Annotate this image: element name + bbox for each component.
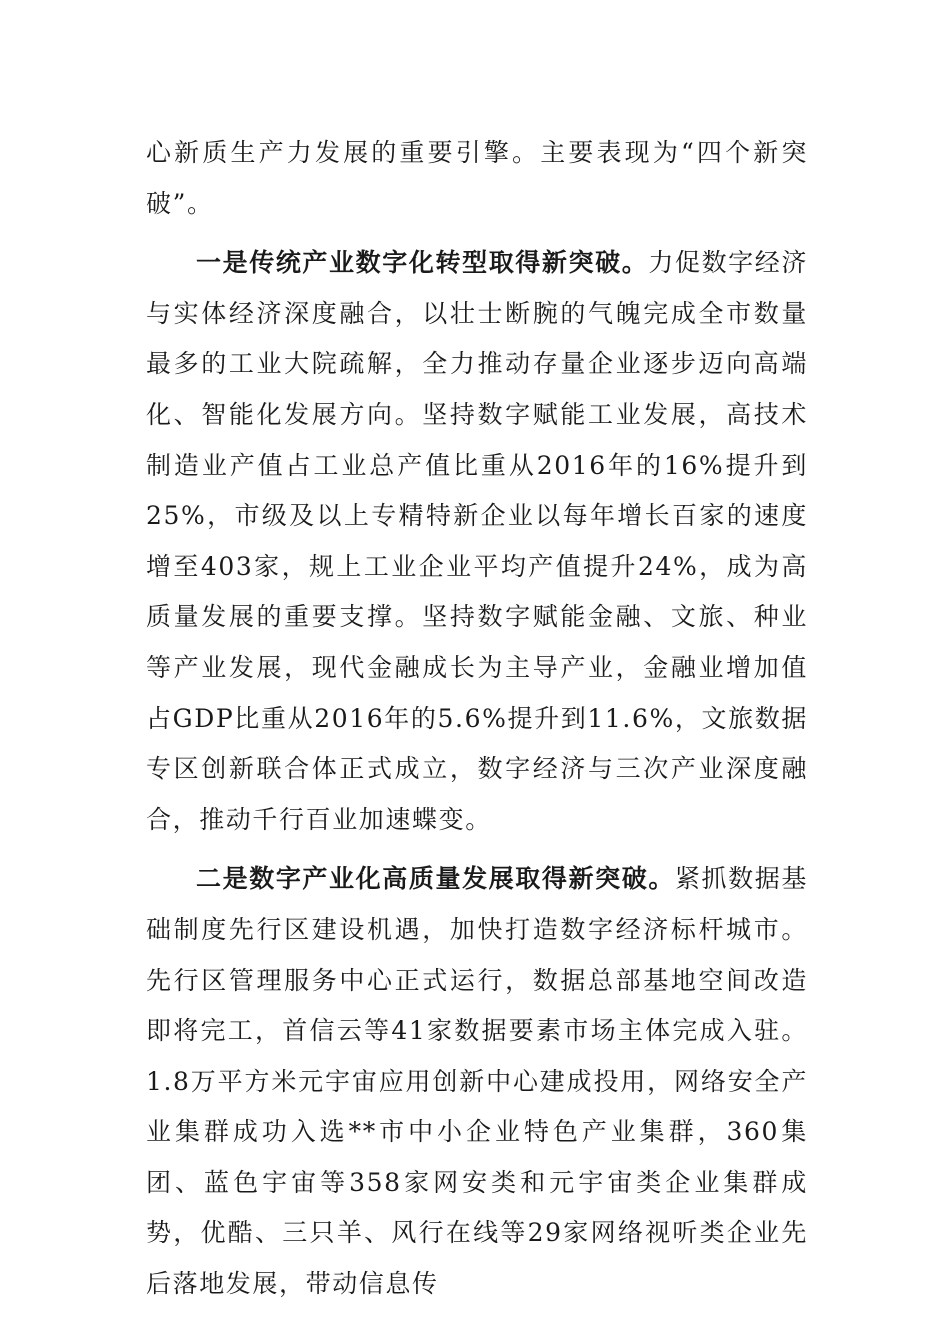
- paragraph-text: 力促数字经济与实体经济深度融合，以壮士断腕的气魄完成全市数量最多的工业大院疏解，全力推动存量企业逐步迈向高端化、智能化发展方向。坚持数字赋能工业发展，高技术制造业产值占工业总产值比重从2016年的16%提升到25%，市级及以上专精特新企业以每年增长百家的速度增至403家，规上工业企业平均产值提升24%，成为高质量发展的重要支撑。坚持数字赋能金融、文旅、种业等产业发展，现代金融成长为主导产业，金融业增加值占GDP比重从2016年的5.6%提升到11.6%，文旅数据专区创新联合体正式成立，数字经济与三次产业深度融合，推动千行百业加速蝶变。: [146, 248, 809, 834]
- paragraph-digital-industry: [146, 854, 808, 1309]
- paragraph-text: 心新质生产力发展的重要引擎。主要表现为“四个新突破”。: [146, 138, 808, 218]
- document-body: [146, 128, 808, 1319]
- paragraph-text: 紧抓数据基础制度先行区建设机遇，加快打造数字经济标杆城市。先行区管理服务中心正式运行，数据总部基地空间改造即将完工，首信云等41家数据要素市场主体完成入驻。1.8万平方米元宇宙应用创新中心建成投用，网络安全产业集群成功入选**市中小企业特色产业集群，360集团、蓝色宇宙等358家网安类和元宇宙类企业集群成势，优酷、三只羊、风行在线等29家网络视听类企业先后落地发展，带动信息传: [146, 864, 808, 1299]
- paragraph-traditional-industry: [146, 238, 808, 845]
- paragraph-lead: 一是传统产业数字化转型取得新突破。: [196, 248, 649, 278]
- paragraph-continuation: [146, 128, 808, 229]
- paragraph-lead: 二是数字产业化高质量发展取得新突破。: [196, 864, 675, 894]
